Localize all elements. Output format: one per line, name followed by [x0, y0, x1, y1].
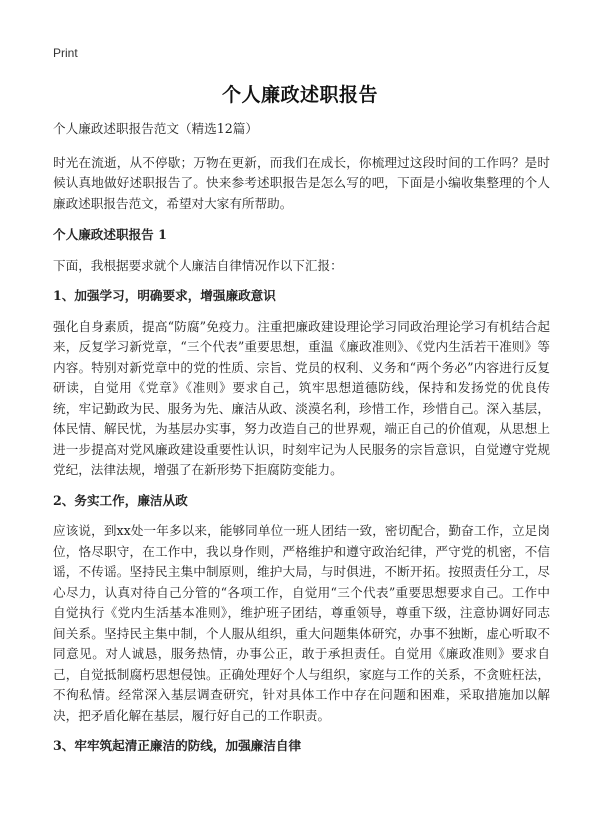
- paragraph-1: 强化自身素质，提高“防腐”免疫力。注重把廉政建设理论学习同政治理论学习有机结合起来，反复学习新党章，“三个代表”重要思想，重温《廉政准则》、《党内生活若干准则》等内容。特别对新党章中的党的性质、宗旨、党员的权利、义务和“两个务必”内容进行反复研读，自觉用《党章》《准则》要求自己，筑牢思想道德防线，保持和发扬党的优良传统，牢记勤政为民、服务为先、廉洁从政、淡漠名利，珍惜工作，珍惜自己。深入基层，体民情、解民忧，为基层办实事，努力改造自己的世界观，端正自己的价值观，从思想上进一步提高对党风廉政建设重要性认识，时刻牢记为人民服务的宗旨意识，自觉遵守党规党纪，法律法规，增强了在新形势下拒腐防变能力。: [53, 318, 550, 477]
- heading-3: 3、牢牢筑起清正廉洁的防线，加强廉洁自律: [53, 738, 302, 753]
- paragraph-2: 应该说，到xx处一年多以来，能够同单位一班人团结一致，密切配合，勤奋工作，立足岗位，恪尽职守，在工作中，我以身作则，严格维护和遵守政治纪律，严守党的机密，不信谣，不传谣。坚持民主集中制原则，维护大局，与时俱进，不断开拓。按照责任分工，尽心尽力，认真对待自己分管的“各项工作，自觉用“三个代表”重要思想要求自己。工作中自觉执行《党内生活基本准则》，维护班子团结，尊重领导，尊重下级，注意协调好同志间关系。坚持民主集中制，个人服从组织，重大问题集体研究，办事不独断，虚心听取不同意见。对人诚恳，服务热情，办事公正，敢于承担责任。自觉用《廉政准则》要求自己，自觉抵制腐朽思想侵蚀。正确处理好个人与组织，家庭与工作的关系，不贪赃枉法，不徇私情。经常深入基层调查研究，针对具体工作中存在问题和困难，采取措施加以解决，把矛盾化解在基层，履行好自己的工作职责。: [53, 523, 550, 723]
- intro-paragraph: 时光在流逝，从不停歇；万物在更新，而我们在成长，你梳理过这段时间的工作吗？是时候认真地做好述职报告了。快来参考述职报告是怎么写的吧，下面是小编收集整理的个人廉政述职报告范文，希望对大家有所帮助。: [53, 154, 550, 211]
- print-label: Print: [53, 46, 78, 60]
- document-subtitle: 个人廉政述职报告范文（精选12篇）: [53, 121, 258, 136]
- heading-2: 2、务实工作，廉洁从政: [53, 492, 188, 508]
- section-intro: 下面，我根据要求就个人廉洁自律情况作以下汇报：: [53, 257, 343, 273]
- section-title: 个人廉政述职报告 1: [53, 227, 167, 242]
- document-body: [53, 119, 550, 767]
- page-title: 个人廉政述职报告: [221, 84, 378, 106]
- heading-1: 1、加强学习，明确要求，增强廉政意识: [53, 288, 276, 303]
